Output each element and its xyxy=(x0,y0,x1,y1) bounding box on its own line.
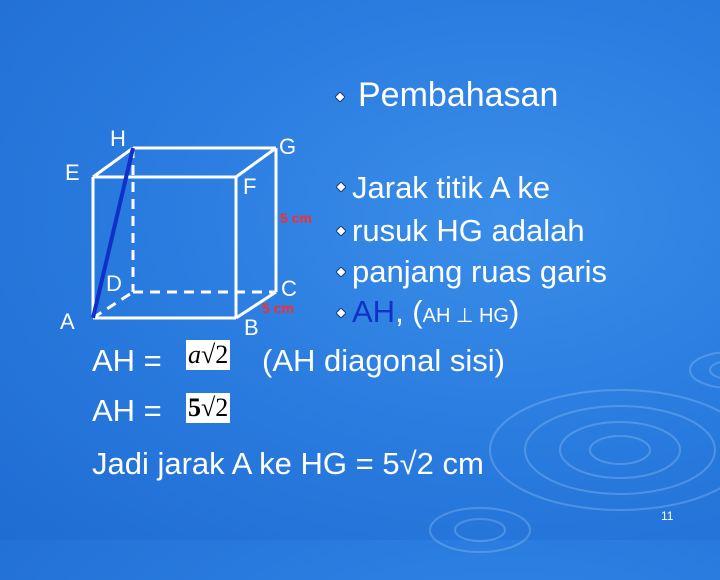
equation-1-formula xyxy=(186,340,230,370)
bullet-icon xyxy=(336,308,346,318)
bullet-line-4 xyxy=(352,294,519,330)
bullet-line-4-comma: , ( xyxy=(395,294,423,329)
bullet-line-2: rusuk HG adalah xyxy=(352,213,585,248)
formula-root: √2 xyxy=(201,340,229,369)
slide-title: Pembahasan xyxy=(358,76,559,114)
segment-name: AH xyxy=(352,294,396,329)
bullet-icon xyxy=(336,182,346,192)
formula-five: 5 xyxy=(188,393,201,422)
vertex-label-h: H xyxy=(110,126,126,151)
vertex-label-f: F xyxy=(243,174,257,199)
page-number: 11 xyxy=(661,509,674,523)
measure-bc: 5 cm xyxy=(262,300,294,316)
vertex-label-e: E xyxy=(65,160,80,185)
edge-fg xyxy=(236,148,276,177)
vertex-label-a: A xyxy=(60,309,75,334)
conclusion-text: Jadi jarak A ke HG = 5√2 cm xyxy=(92,446,484,481)
perpendicular-note: AH ⊥ HG xyxy=(422,305,509,327)
equation-1-note: (AH diagonal sisi) xyxy=(262,343,505,378)
equation-1-lhs: AH = xyxy=(92,343,162,378)
bullet-line-4-close: ) xyxy=(508,294,520,329)
equation-2-lhs: AH = xyxy=(92,393,162,428)
bullet-line-3: panjang ruas garis xyxy=(352,254,608,289)
vertex-label-b: B xyxy=(244,315,259,340)
formula-root: √2 xyxy=(201,393,229,422)
equation-2-formula xyxy=(186,393,230,423)
vertex-label-c: C xyxy=(281,276,297,301)
formula-a: a xyxy=(188,340,201,369)
measure-gc: 5 cm xyxy=(280,210,312,226)
vertex-label-g: G xyxy=(279,134,297,159)
bullet-line-1: Jarak titik A ke xyxy=(352,170,551,205)
bullet-icon xyxy=(336,267,346,277)
vertex-label-d: D xyxy=(106,271,122,296)
bullet-icon xyxy=(335,92,345,102)
bullet-icon xyxy=(336,226,346,236)
